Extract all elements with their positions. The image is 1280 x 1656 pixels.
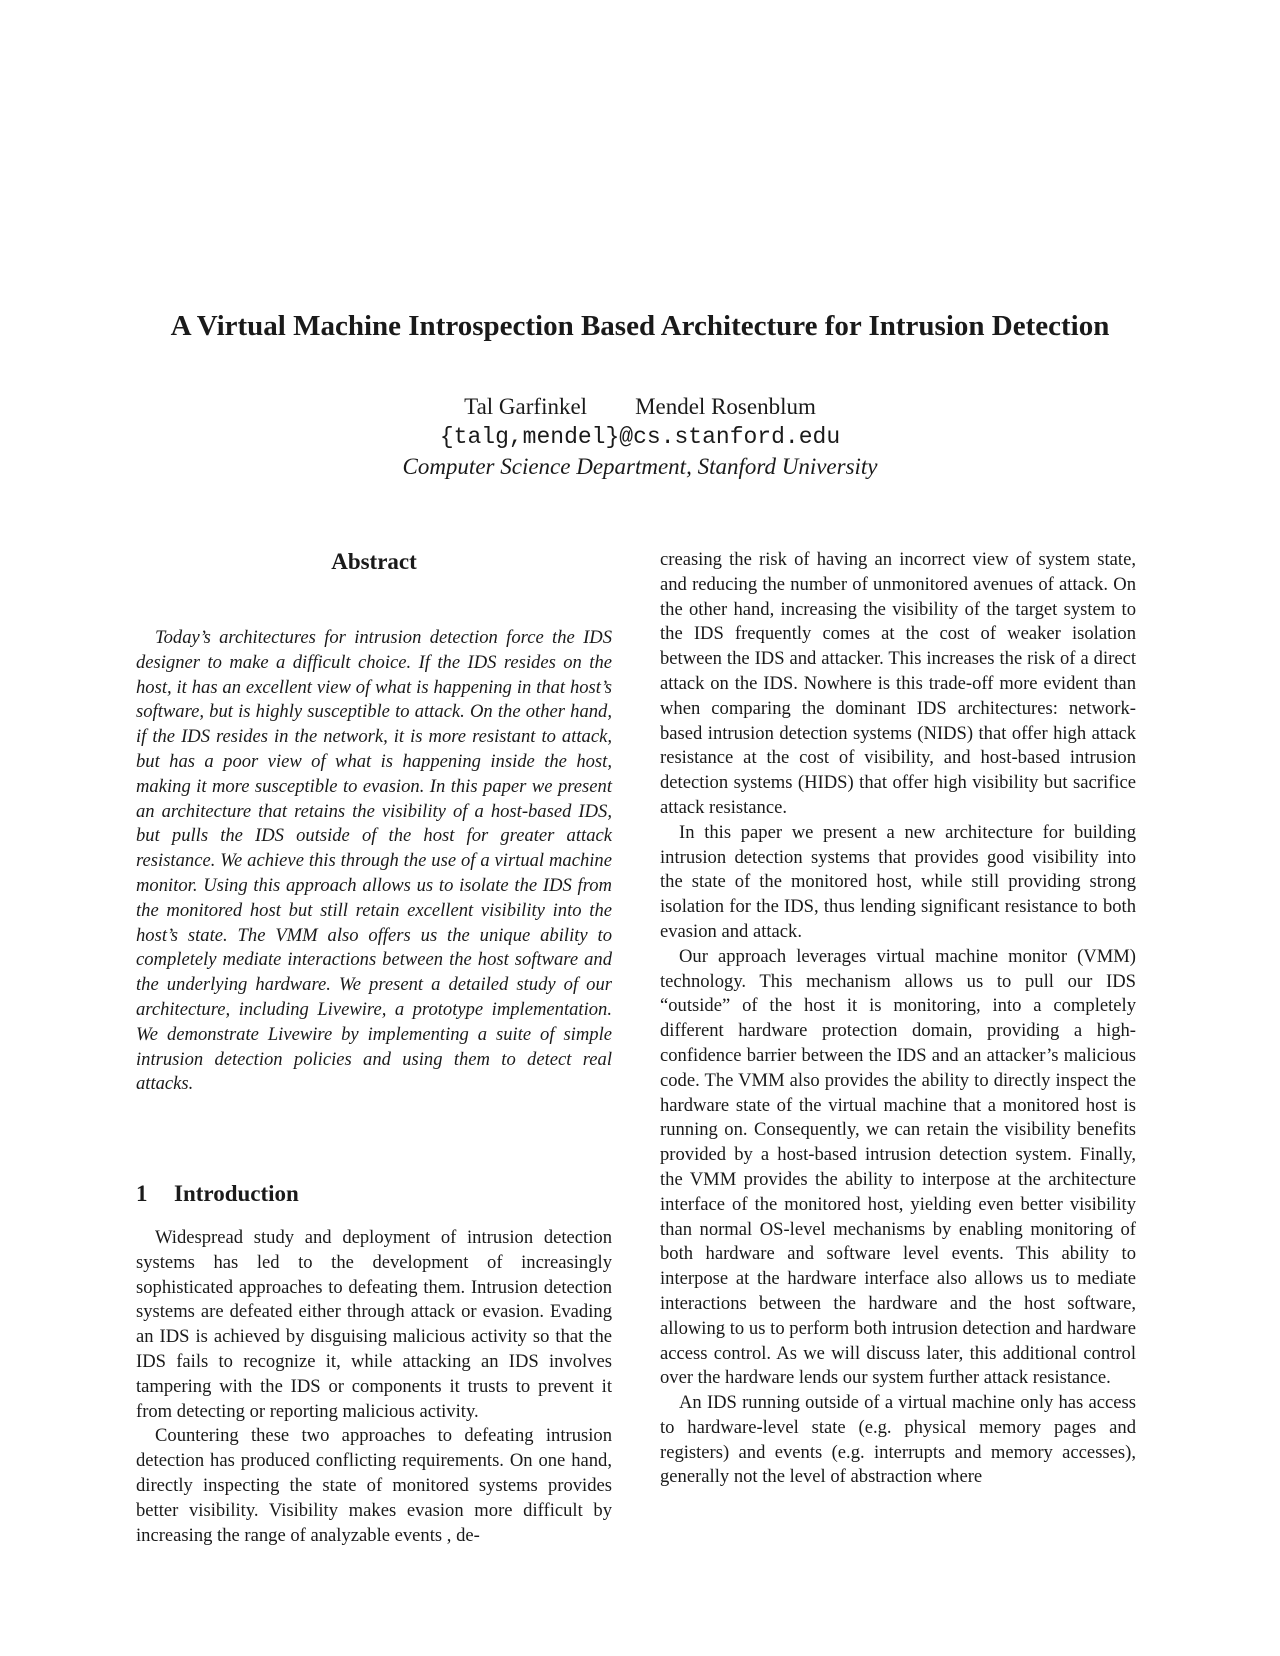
section-title: Introduction	[174, 1181, 299, 1206]
author-name: Tal Garfinkel	[464, 394, 588, 419]
section-heading-introduction	[136, 1180, 299, 1208]
paragraph: An IDS running outside of a virtual machine only has access to hardware-level state (e.g. physical memory pages and registers) and events (e.g. interrupts and memory accesses), generally not the level of abstraction where	[660, 1392, 1136, 1488]
section-number: 1	[136, 1181, 148, 1206]
left-column	[136, 0, 612, 1656]
paragraph: Our approach leverages virtual machine monitor (VMM) technology. This mechanism allows us to pull our IDS “outside” of the host it is monitoring, into a completely different hardware protection domain, providing a high-confidence barrier between the IDS and an attacker’s malicious code. The VMM also provides the ability to directly inspect the hardware state of the virtual machine that a monitored host is running on. Consequently, we can retain the visibility benefits provided by a host-based intrusion detection system. Finally, the VMM provides the ability to interpose at the architecture interface of the monitored host, yielding even better visibility than normal OS-level mechanisms by enabling monitoring of both hardware and software level events. This ability to interpose at the hardware interface also allows us to mediate interactions between the hardware and the host software, allowing to us to perform both intrusion detection and hardware access control. As we will discuss later, this additional control over the hardware lends our system further attack resistance.	[660, 945, 1136, 1389]
right-column	[660, 548, 1136, 1490]
author-email: {talg,mendel}@cs.stanford.edu	[439, 424, 841, 450]
introduction-left-body	[136, 1226, 612, 1548]
abstract-heading: Abstract	[331, 549, 417, 574]
paragraph: creasing the risk of having an incorrect view of system state, and reducing the number of unmonitored avenues of attack. On the other hand, increasing the visibility of the target system to the IDS frequently comes at the cost of weaker isolation between the IDS and attacker. This increases the risk of a direct attack on the IDS. Nowhere is this trade-off more evident than when comparing the dominant IDS architectures: network-based intrusion detection systems (NIDS) that offer high attack resistance at the cost of visibility, and host-based intrusion detection systems (HIDS) that offer high visibility but sacrifice attack resistance.	[660, 549, 1136, 818]
abstract-text: Today’s architectures for intrusion detection force the IDS designer to make a difficult choice. If the IDS resides on the host, it has an excellent view of what is happening in that host’s software, but is highly susceptible to attack. On the other hand, if the IDS resides in the network, it is more resistant to attack, but has a poor view of what is happening inside the host, making it more susceptible to evasion. In this paper we present an architecture that retains the visibility of a host-based IDS, but pulls the IDS outside of the host for greater attack resistance. We achieve this through the use of a virtual machine monitor. Using this approach allows us to isolate the IDS from the monitored host but still retain excellent visibility into the host’s state. The VMM also offers us the unique ability to completely mediate interactions between the host software and the underlying hardware. We present a detailed study of our architecture, including Livewire, a prototype implementation. We demonstrate Livewire by implementing a suite of simple intrusion detection policies and using them to detect real attacks.	[136, 627, 612, 1095]
author-affiliation: Computer Science Department, Stanford University	[402, 454, 878, 479]
paragraph: In this paper we present a new architecture for building intrusion detection systems that provides good visibility into the state of the monitored host, while still providing strong isolation for the IDS, thus lending significant resistance to both evasion and attack.	[660, 821, 1136, 942]
paper-title: A Virtual Machine Introspection Based Architecture for Intrusion Detection	[170, 310, 1110, 342]
paragraph: Countering these two approaches to defeating intrusion detection has produced conflicting requirements. On one hand, directly inspecting the state of monitored systems provides better visibility. Visibility makes evasion more difficult by increasing the range of analyzable events , de-	[136, 1425, 612, 1546]
author-name: Mendel Rosenblum	[635, 394, 816, 419]
paragraph: Widespread study and deployment of intrusion detection systems has led to the development of increasingly sophisticated approaches to defeating them. Intrusion detection systems are defeated either through attack or evasion. Evading an IDS is achieved by disguising malicious activity so that the IDS fails to recognize it, while attacking an IDS involves tampering with the IDS or components it trusts to prevent it from detecting or reporting malicious activity.	[136, 1227, 612, 1422]
